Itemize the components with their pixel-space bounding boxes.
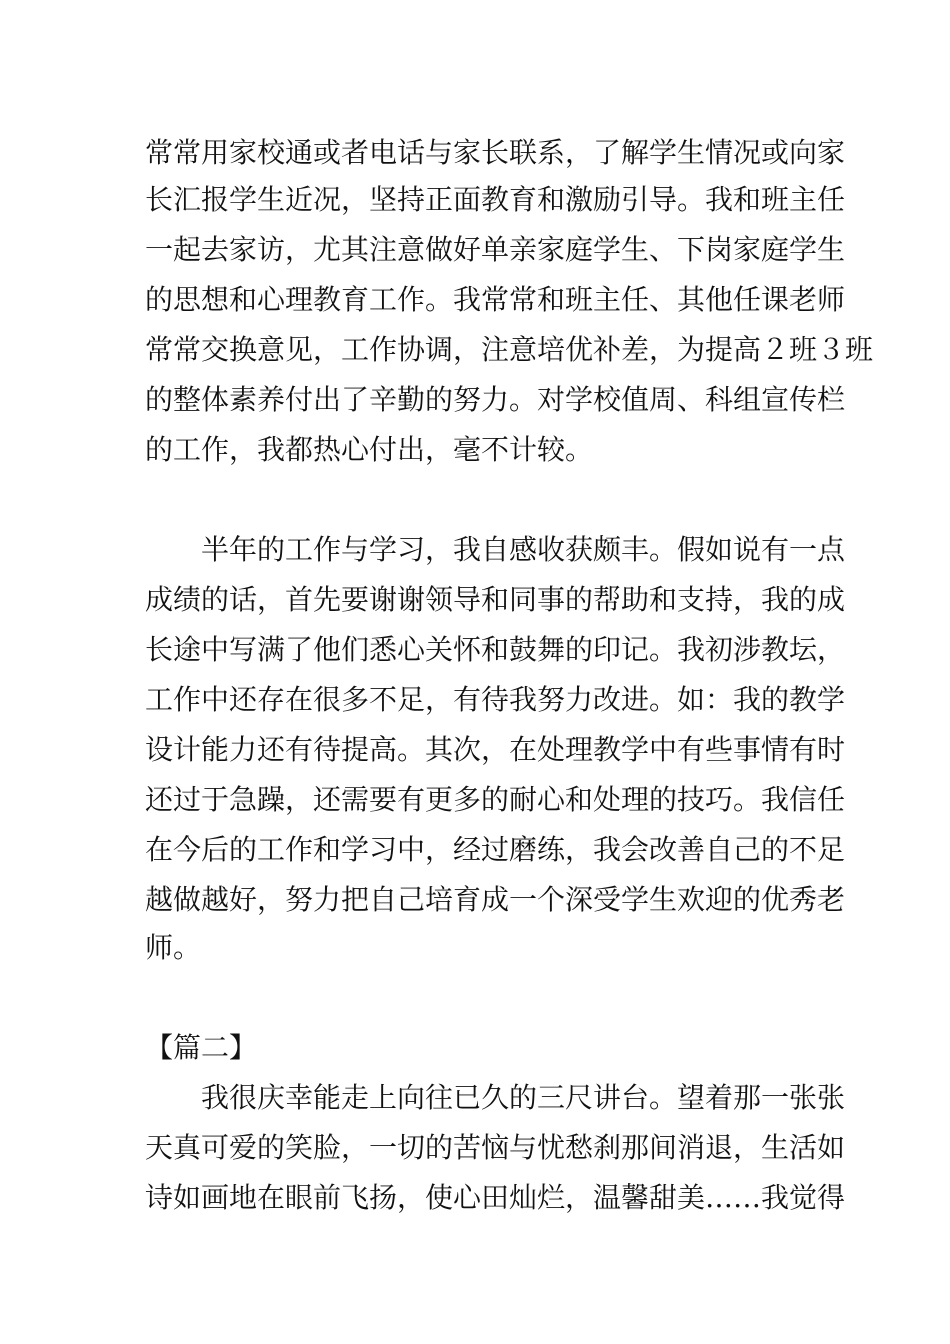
section-heading: 【篇二】 <box>145 1031 258 1064</box>
text-line: 工作中还存在很多不足，有待我努力改进。如：我的教学 <box>145 683 846 716</box>
text-line: 半年的工作与学习，我自感收获颇丰。假如说有一点 <box>201 533 846 566</box>
text-line: 成绩的话，首先要谢谢领导和同事的帮助和支持，我的成 <box>145 583 846 616</box>
text-line: 的整体素养付出了辛勤的努力。对学校值周、科组宣传栏 <box>145 383 846 416</box>
text-line: 的工作，我都热心付出，毫不计较。 <box>145 433 594 466</box>
text-line: 的思想和心理教育工作。我常常和班主任、其他任课老师 <box>145 283 846 316</box>
text-line: 在今后的工作和学习中，经过磨练，我会改善自己的不足 <box>145 833 846 866</box>
text-line: 一起去家访，尤其注意做好单亲家庭学生、下岗家庭学生 <box>145 233 846 266</box>
text-line: 天真可爱的笑脸，一切的苦恼与忧愁刹那间消退，生活如 <box>145 1131 846 1164</box>
text-line: 我很庆幸能走上向往已久的三尺讲台。望着那一张张 <box>201 1081 846 1114</box>
text-line: 师。 <box>145 931 202 964</box>
text-line: 越做越好，努力把自己培育成一个深受学生欢迎的优秀老 <box>145 883 846 916</box>
text-line: 设计能力还有待提高。其次，在处理教学中有些事情有时 <box>145 733 846 766</box>
text-line: 长汇报学生近况，坚持正面教育和激励引导。我和班主任 <box>145 183 846 216</box>
text-line: 常常交换意见，工作协调，注意培优补差，为提高２班３班 <box>145 333 874 366</box>
text-line: 长途中写满了他们悉心关怀和鼓舞的印记。我初涉教坛， <box>145 633 846 666</box>
text-line: 常常用家校通或者电话与家长联系，了解学生情况或向家 <box>145 136 846 169</box>
text-line: 还过于急躁，还需要有更多的耐心和处理的技巧。我信任 <box>145 783 846 816</box>
text-line: 诗如画地在眼前飞扬，使心田灿烂，温馨甜美……我觉得 <box>145 1181 846 1214</box>
